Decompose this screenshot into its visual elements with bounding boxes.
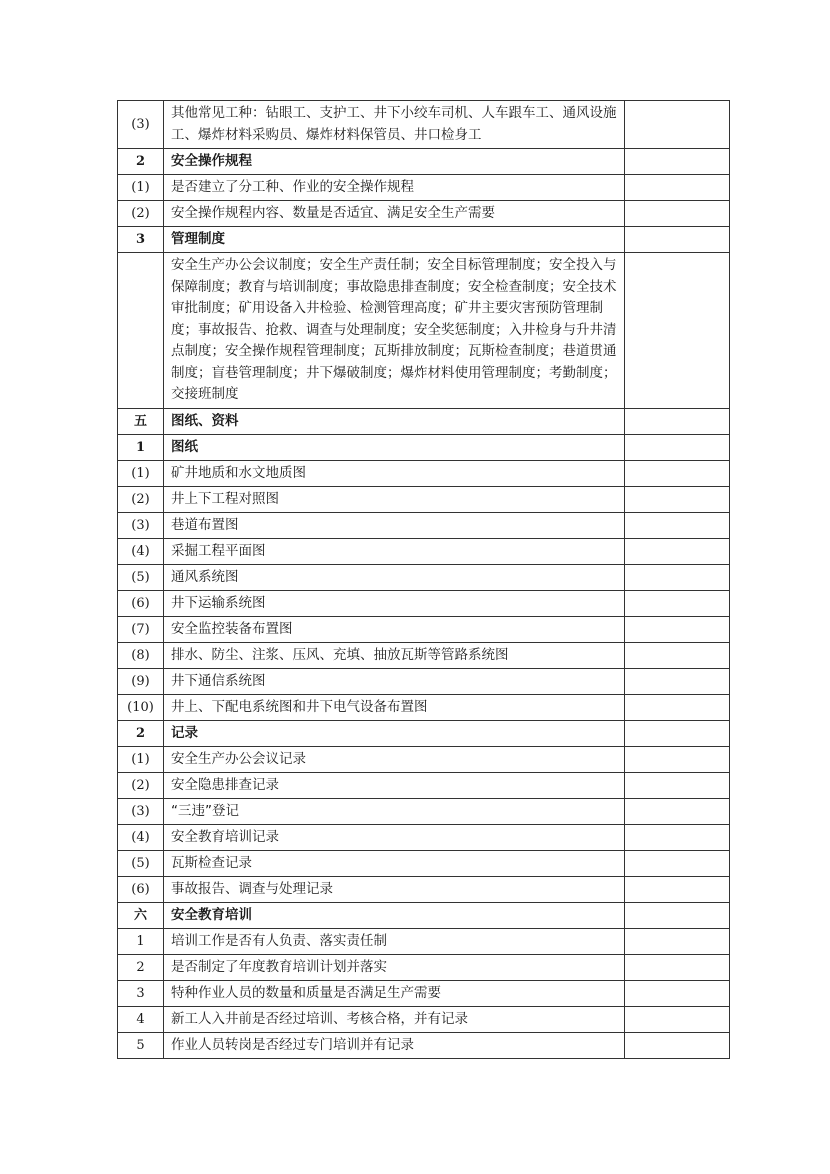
item-number: (8): [118, 642, 164, 668]
section-heading: 图纸: [164, 434, 625, 460]
item-number: 3: [118, 227, 164, 253]
remark-cell: [625, 928, 730, 954]
item-number: (2): [118, 486, 164, 512]
table-row: [118, 460, 730, 486]
item-content: 安全教育培训记录: [164, 824, 625, 850]
item-content: “三违”登记: [164, 798, 625, 824]
remark-cell: [625, 175, 730, 201]
section-heading: 管理制度: [164, 227, 625, 253]
remark-cell: [625, 694, 730, 720]
remark-cell: [625, 616, 730, 642]
item-content: 事故报告、调查与处理记录: [164, 876, 625, 902]
item-number: [118, 253, 164, 409]
remark-cell: [625, 538, 730, 564]
table-row: [118, 668, 730, 694]
item-number: 2: [118, 954, 164, 980]
section-heading: 安全教育培训: [164, 902, 625, 928]
table-row: [118, 824, 730, 850]
item-content: 安全监控装备布置图: [164, 616, 625, 642]
remark-cell: [625, 954, 730, 980]
remark-cell: [625, 798, 730, 824]
remark-cell: [625, 564, 730, 590]
remark-cell: [625, 512, 730, 538]
remark-cell: [625, 1006, 730, 1032]
table-row: [118, 720, 730, 746]
item-number: 五: [118, 408, 164, 434]
item-content: 安全操作规程内容、数量是否适宜、满足安全生产需要: [164, 201, 625, 227]
table-row: [118, 149, 730, 175]
remark-cell: [625, 590, 730, 616]
item-number: 3: [118, 980, 164, 1006]
remark-cell: [625, 253, 730, 409]
item-content: 安全隐患排查记录: [164, 772, 625, 798]
item-number: (5): [118, 850, 164, 876]
table-row: [118, 902, 730, 928]
remark-cell: [625, 824, 730, 850]
table-row: [118, 1032, 730, 1058]
item-content: 瓦斯检查记录: [164, 850, 625, 876]
table-row: [118, 538, 730, 564]
section-heading: 安全操作规程: [164, 149, 625, 175]
table-row: [118, 101, 730, 149]
remark-cell: [625, 902, 730, 928]
table-row: [118, 616, 730, 642]
item-content: 矿井地质和水文地质图: [164, 460, 625, 486]
remark-cell: [625, 642, 730, 668]
item-content: 是否制定了年度教育培训计划并落实: [164, 954, 625, 980]
remark-cell: [625, 876, 730, 902]
item-number: (2): [118, 772, 164, 798]
table-row: [118, 928, 730, 954]
item-number: 1: [118, 928, 164, 954]
item-content: 井下通信系统图: [164, 668, 625, 694]
table-row: [118, 590, 730, 616]
item-content: 井上、下配电系统图和井下电气设备布置图: [164, 694, 625, 720]
item-number: (4): [118, 824, 164, 850]
item-number: (3): [118, 798, 164, 824]
table-row: [118, 227, 730, 253]
remark-cell: [625, 434, 730, 460]
item-content: 培训工作是否有人负责、落实责任制: [164, 928, 625, 954]
table-row: [118, 512, 730, 538]
item-number: (1): [118, 460, 164, 486]
table-row: [118, 408, 730, 434]
table-row: [118, 253, 730, 409]
remark-cell: [625, 1032, 730, 1058]
item-content: 巷道布置图: [164, 512, 625, 538]
table-row: [118, 201, 730, 227]
table-row: [118, 175, 730, 201]
item-content: 井上下工程对照图: [164, 486, 625, 512]
table-row: [118, 746, 730, 772]
item-number: 2: [118, 149, 164, 175]
table-row: [118, 980, 730, 1006]
item-number: (5): [118, 564, 164, 590]
item-content: 排水、防尘、注浆、压风、充填、抽放瓦斯等管路系统图: [164, 642, 625, 668]
item-content: 安全生产办公会议记录: [164, 746, 625, 772]
item-content: 安全生产办公会议制度；安全生产责任制；安全目标管理制度；安全投入与保障制度；教育与培训制度；事故隐患排查制度；安全检查制度；安全技术审批制度；矿用设备入井检验、检测管理高度；矿井主要灾害预防管理制度；事故报告、抢救、调查与处理制度；安全奖惩制度；入井检身与升井清点制度；安全操作规程管理制度；瓦斯排放制度；瓦斯检查制度；巷道贯通制度；盲巷管理制度；井下爆破制度；爆炸材料使用管理制度；考勤制度；交接班制度: [164, 253, 625, 409]
table-row: [118, 1006, 730, 1032]
item-number: (6): [118, 876, 164, 902]
remark-cell: [625, 772, 730, 798]
item-number: (1): [118, 746, 164, 772]
item-number: (10): [118, 694, 164, 720]
remark-cell: [625, 101, 730, 149]
item-number: 1: [118, 434, 164, 460]
item-number: 4: [118, 1006, 164, 1032]
remark-cell: [625, 460, 730, 486]
table-row: [118, 850, 730, 876]
remark-cell: [625, 850, 730, 876]
item-number: (1): [118, 175, 164, 201]
section-heading: 记录: [164, 720, 625, 746]
remark-cell: [625, 668, 730, 694]
item-number: (7): [118, 616, 164, 642]
table-row: [118, 772, 730, 798]
item-content: 作业人员转岗是否经过专门培训并有记录: [164, 1032, 625, 1058]
table-row: [118, 564, 730, 590]
remark-cell: [625, 980, 730, 1006]
item-number: 六: [118, 902, 164, 928]
table-row: [118, 642, 730, 668]
item-content: 通风系统图: [164, 564, 625, 590]
item-number: 2: [118, 720, 164, 746]
item-content: 是否建立了分工种、作业的安全操作规程: [164, 175, 625, 201]
item-number: (3): [118, 101, 164, 149]
item-content: 新工人入井前是否经过培训、考核合格，并有记录: [164, 1006, 625, 1032]
remark-cell: [625, 746, 730, 772]
remark-cell: [625, 720, 730, 746]
table-row: [118, 954, 730, 980]
remark-cell: [625, 408, 730, 434]
item-number: 5: [118, 1032, 164, 1058]
item-content: 特种作业人员的数量和质量是否满足生产需要: [164, 980, 625, 1006]
remark-cell: [625, 201, 730, 227]
item-content: 其他常见工种：钻眼工、支护工、井下小绞车司机、人车跟车工、通风设施工、爆炸材料采购员、爆炸材料保管员、井口检身工: [164, 101, 625, 149]
item-number: (3): [118, 512, 164, 538]
item-number: (6): [118, 590, 164, 616]
item-number: (9): [118, 668, 164, 694]
table-row: [118, 434, 730, 460]
remark-cell: [625, 149, 730, 175]
table-row: [118, 798, 730, 824]
remark-cell: [625, 227, 730, 253]
remark-cell: [625, 486, 730, 512]
table-row: [118, 876, 730, 902]
table-row: [118, 486, 730, 512]
item-content: 井下运输系统图: [164, 590, 625, 616]
item-content: 采掘工程平面图: [164, 538, 625, 564]
table-row: [118, 694, 730, 720]
item-number: (4): [118, 538, 164, 564]
checklist-table: [117, 100, 730, 1059]
item-number: (2): [118, 201, 164, 227]
section-heading: 图纸、资料: [164, 408, 625, 434]
checklist-body: [118, 101, 730, 1059]
